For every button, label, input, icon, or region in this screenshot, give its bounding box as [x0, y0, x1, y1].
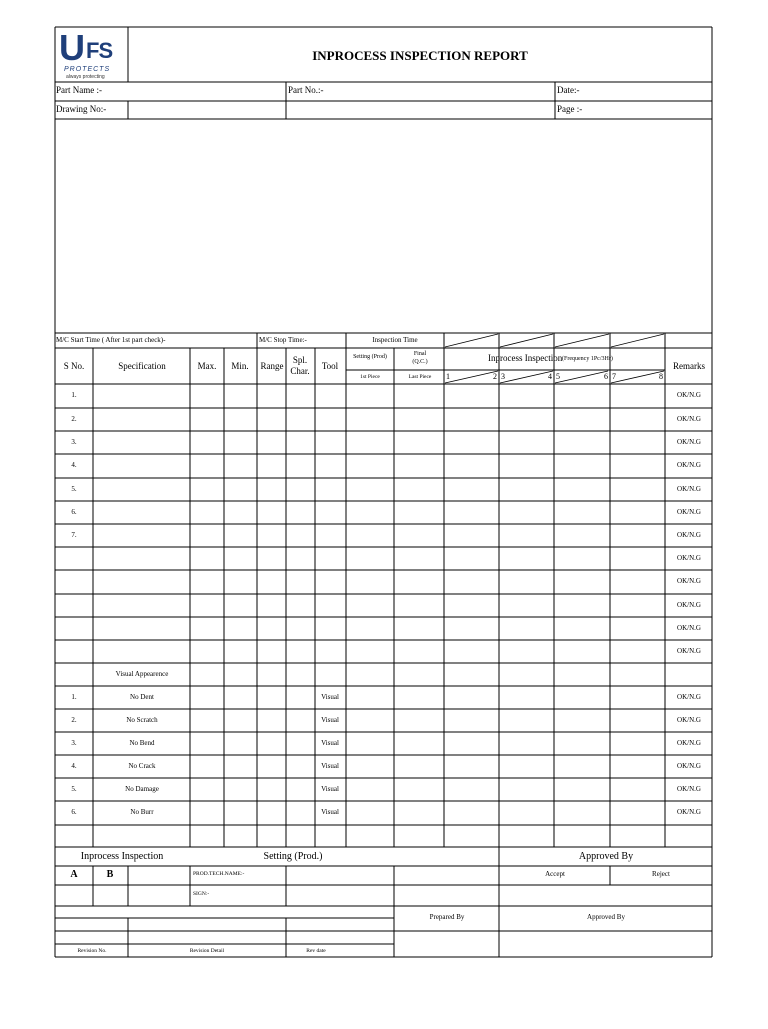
prepared-by-label: Prepared By [429, 913, 465, 921]
revision-detail-label: Revision Detail [189, 948, 225, 954]
drawing-no-label: Drawing No:- [56, 104, 107, 114]
frequency-number: 5 [556, 372, 560, 381]
row-remark: OK/N.G [677, 530, 701, 539]
logo-tagline: PROTECTS [64, 66, 111, 73]
frequency-number: 3 [501, 372, 505, 381]
row-tool: Visual [321, 808, 339, 816]
row-s-no: 7. [71, 530, 77, 539]
rev-date-label: Rev date [306, 948, 326, 954]
frequency-number: 2 [493, 372, 497, 381]
row-remark: OK/N.G [677, 646, 701, 655]
frequency-number: 4 [548, 372, 552, 381]
row-specification: No Dent [130, 692, 154, 701]
row-tool: Visual [321, 715, 339, 724]
grid-line [445, 371, 498, 383]
footer-approved-by: Approved By [578, 851, 634, 862]
reject-label: Reject [652, 870, 670, 878]
row-remark: OK/N.G [677, 577, 701, 585]
col-spl-char-1: Spl. [292, 355, 308, 365]
footer-setting-prod: Setting (Prod.) [263, 851, 323, 862]
footer-b: B [106, 869, 114, 880]
row-specification: No Burr [130, 808, 154, 816]
row-remark: OK/N.G [677, 437, 701, 446]
revision-no-label: Revision No. [77, 948, 107, 954]
row-tool: Visual [321, 692, 339, 701]
row-remark: OK/N.G [677, 391, 701, 399]
grid-line [611, 371, 664, 383]
row-specification: No Damage [125, 784, 159, 793]
row-remark: OK/N.G [677, 715, 701, 724]
row-tool: Visual [321, 738, 339, 747]
prod-tech-name-label: PROD.TECH.NAME:- [193, 871, 245, 877]
row-remark: OK/N.G [677, 738, 701, 747]
date-label: Date:- [557, 85, 580, 95]
row-remark: OK/N.G [677, 784, 701, 793]
row-remark: OK/N.G [677, 600, 701, 609]
row-remark: OK/N.G [677, 461, 701, 469]
row-s-no: 1. [71, 692, 77, 701]
grid-line [555, 334, 609, 347]
row-specification: Visual Appearence [115, 669, 169, 678]
logo-letter-u: U [59, 27, 83, 68]
row-s-no: 6. [71, 808, 77, 816]
col-range: Range [260, 361, 284, 371]
row-s-no: 6. [71, 507, 77, 516]
row-s-no: 4. [71, 461, 77, 469]
row-remark: OK/N.G [677, 507, 701, 516]
col-specification: Specification [118, 361, 166, 371]
row-tool: Visual [321, 761, 339, 770]
frequency-number: 6 [604, 372, 608, 381]
page-label: Page :- [557, 104, 583, 114]
row-s-no: 5. [71, 484, 77, 493]
row-remark: OK/N.G [677, 623, 701, 632]
row-remark: OK/N.G [677, 553, 701, 562]
mc-start-time-label: M/C Start Time ( After 1st part check)- [56, 336, 166, 344]
col-s-no: S No. [63, 361, 85, 371]
col-spl-char-2: Char. [290, 366, 310, 376]
col-inprocess-inspection: Inprocess Inspection [488, 353, 563, 363]
row-remark: OK/N.G [677, 692, 701, 701]
col-final-2: (Q.C.) [412, 359, 428, 365]
inspection-time-label: Inspection Time [372, 336, 418, 344]
col-frequency: (Frequency 1Pc/3Hr) [562, 356, 613, 362]
frequency-number: 7 [612, 372, 616, 381]
row-specification: No Scratch [126, 715, 158, 724]
row-s-no: 5. [71, 784, 77, 793]
footer-a: A [70, 869, 78, 880]
row-remark: OK/N.G [677, 808, 701, 816]
grid-line [445, 334, 498, 347]
row-s-no: 3. [71, 437, 77, 446]
row-s-no: 2. [71, 715, 77, 724]
logo-letters-fs: FS [86, 38, 113, 63]
row-remark: OK/N.G [677, 484, 701, 493]
grid-line [611, 334, 664, 347]
row-specification: No Crack [128, 761, 156, 770]
approved-by-label: Approved By [587, 913, 625, 921]
sign-label: SIGN:- [193, 891, 210, 897]
logo-subtagline: always protecting [66, 74, 105, 80]
row-s-no: 1. [71, 391, 77, 399]
footer-inprocess-inspection: Inprocess Inspection [80, 851, 164, 862]
row-remark: OK/N.G [677, 761, 701, 770]
col-final-1: Final [413, 351, 427, 357]
row-s-no: 4. [71, 761, 77, 770]
col-tool: Tool [321, 361, 339, 371]
col-first-piece: 1st Piece [360, 374, 380, 380]
row-s-no: 2. [71, 414, 77, 423]
part-no-label: Part No.:- [288, 85, 324, 95]
row-s-no: 3. [71, 738, 77, 747]
report-title: INPROCESS INSPECTION REPORT [312, 48, 528, 63]
grid-line [555, 371, 608, 383]
mc-stop-time-label: M/C Stop Time:- [259, 336, 307, 344]
col-last-piece: Last Piece [408, 374, 432, 380]
accept-label: Accept [545, 870, 565, 878]
col-remarks: Remarks [673, 361, 705, 371]
frequency-number: 8 [659, 372, 663, 381]
row-specification: No Bend [129, 738, 155, 747]
row-tool: Visual [321, 784, 339, 793]
grid-line [500, 371, 553, 383]
col-setting: Setting (Prod) [353, 354, 387, 360]
part-name-label: Part Name :- [56, 85, 102, 95]
col-max: Max. [197, 361, 217, 371]
grid-line [500, 334, 553, 347]
col-min: Min. [231, 361, 249, 371]
frequency-number: 1 [446, 372, 450, 381]
row-remark: OK/N.G [677, 414, 701, 423]
